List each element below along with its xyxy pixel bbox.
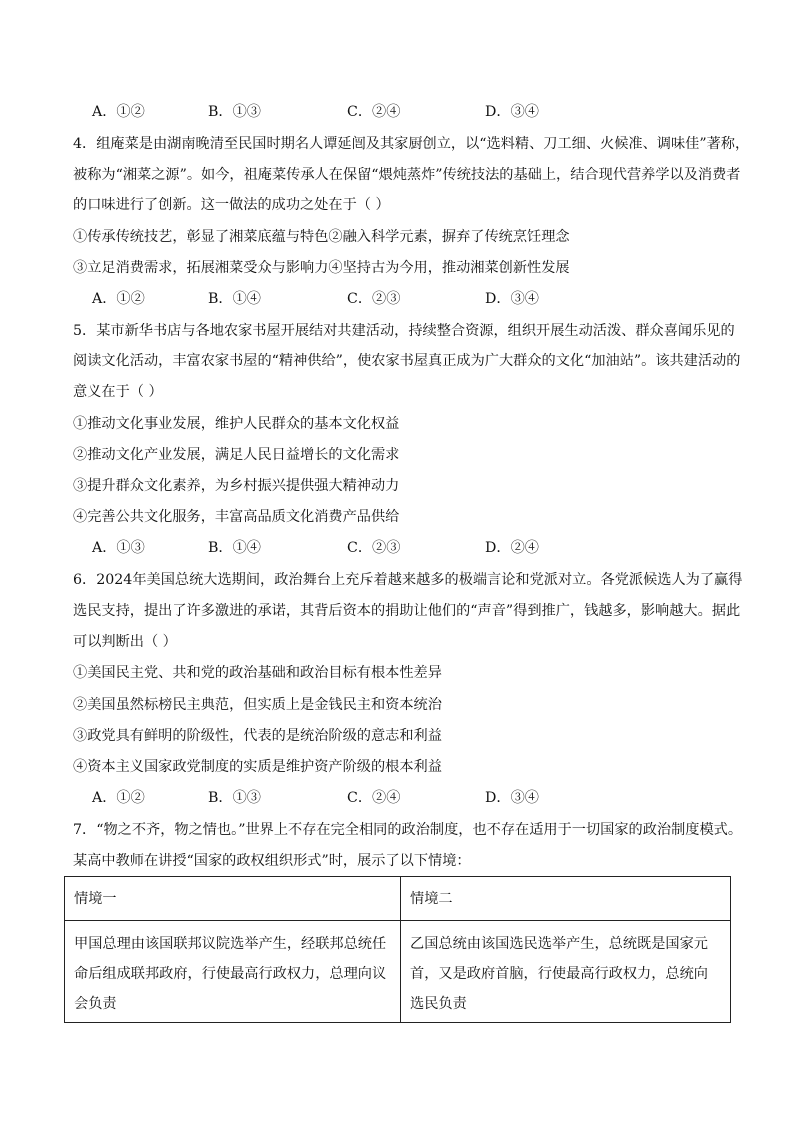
q6-option-c[interactable]: C．②④ [347,790,401,806]
q5-option-c[interactable]: C．②③ [347,540,401,556]
q5-statement-line-4: ④完善公共文化服务，丰富高品质文化消费产品供给 [73,509,400,525]
q5-stem-line-3: 意义在于（ ） [73,384,163,400]
q5-statement-line-2: ②推动文化产业发展，满足人民日益增长的文化需求 [73,447,400,463]
q4-option-a[interactable]: A．①② [92,291,145,307]
table-header-scenario-2: 情境二 [401,877,731,921]
q5-statement-line-3: ③提升群众文化素养，为乡村振兴提供强大精神动力 [73,478,400,494]
q4-statement-line-2: ③立足消费需求，拓展湘菜受众与影响力④坚持古为今用，推动湘菜创新性发展 [73,260,570,276]
q3-option-b[interactable]: B．①③ [208,104,261,120]
q7-stem-line-2: 某高中教师在讲授“国家的政权组织形式”时，展示了以下情境： [73,853,471,869]
table-cell-scenario-2: 乙国总统由该国选民选举产生，总统既是国家元首，又是政府首脑，行使最高行政权力，总统向选民负责 [401,921,731,1023]
scenario-table [64,876,731,1023]
q5-option-a[interactable]: A．①③ [92,540,145,556]
q6-statement-line-2: ②美国虽然标榜民主典范，但实质上是金钱民主和资本统治 [73,697,442,713]
q5-option-b[interactable]: B．①④ [208,540,261,556]
q3-option-c[interactable]: C．②④ [347,104,401,120]
q7-stem-line-1: 7．“物之不齐，物之情也。”世界上不存在完全相同的政治制度，也不存在适用于一切国家的政治制度模式。 [73,822,743,838]
q3-option-a[interactable]: A．①② [92,104,145,120]
q4-statement-line-1: ①传承传统技艺，彰显了湘菜底蕴与特色②融入科学元素，摒弃了传统烹饪理念 [73,229,570,245]
q6-stem-line-1: 6．2024年美国总统大选期间，政治舞台上充斥着越来越多的极端言论和党派对立。各党派候选人为了赢得 [73,572,743,588]
q6-statement-line-3: ③政党具有鲜明的阶级性，代表的是统治阶级的意志和利益 [73,728,442,744]
q3-option-d[interactable]: D．③④ [485,104,539,120]
q4-stem-line-2: 被称为“湘菜之源”。如今，祖庵菜传承人在保留“煨炖蒸炸”传统技法的基础上，结合现代营养学以及消费者 [73,167,741,183]
q6-option-d[interactable]: D．③④ [485,790,539,806]
q4-option-d[interactable]: D．③④ [485,291,539,307]
q4-option-c[interactable]: C．②③ [347,291,401,307]
q4-option-b[interactable]: B．①④ [208,291,261,307]
q5-stem-line-1: 5．某市新华书店与各地农家书屋开展结对共建活动，持续整合资源，组织开展生动活泼、群众喜闻乐见的 [73,323,735,339]
q6-stem-line-3: 可以判断出（ ） [73,634,177,650]
q6-option-a[interactable]: A．①② [92,790,145,806]
q6-option-b[interactable]: B．①③ [208,790,261,806]
q5-stem-line-2: 阅读文化活动，丰富农家书屋的“精神供给”，使农家书屋真正成为广大群众的文化“加油站”。该共建活动的 [73,353,741,369]
q5-option-d[interactable]: D．②④ [485,540,539,556]
q4-stem-line-3: 的口味进行了创新。这一做法的成功之处在于（ ） [73,197,390,213]
q5-statement-line-1: ①推动文化事业发展，维护人民群众的基本文化权益 [73,416,400,432]
table-header-scenario-1: 情境一 [65,877,401,921]
q6-statement-line-1: ①美国民主党、共和党的政治基础和政治目标有根本性差异 [73,665,442,681]
table-header-row [65,877,731,921]
table-row [65,921,731,1023]
q6-statement-line-4: ④资本主义国家政党制度的实质是维护资产阶级的根本利益 [73,759,442,775]
table-cell-scenario-1: 甲国总理由该国联邦议院选举产生，经联邦总统任命后组成联邦政府，行使最高行政权力，总理向议会负责 [65,921,401,1023]
q4-stem-line-1: 4．组庵菜是由湖南晚清至民国时期名人谭延闿及其家厨创立，以“选料精、刀工细、火候准、调味佳”著称， [73,136,750,152]
q6-stem-line-2: 选民支持，提出了许多激进的承诺，其背后资本的捐助让他们的“声音”得到推广，钱越多，影响越大。据此 [73,603,741,619]
